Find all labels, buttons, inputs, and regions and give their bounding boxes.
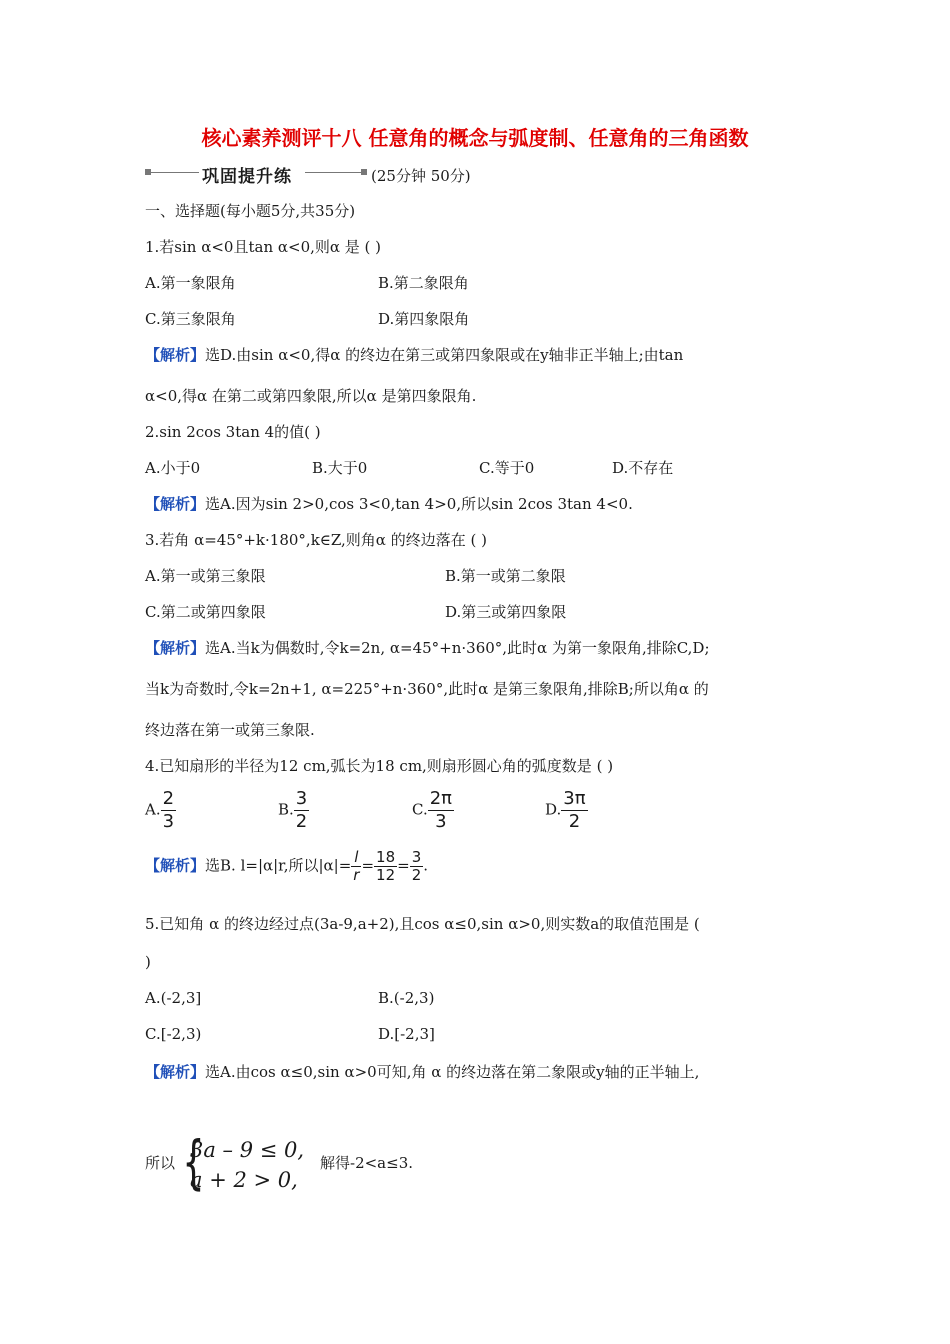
section-dot-right (361, 169, 367, 175)
q2-option-a: A.小于0 (145, 459, 201, 477)
q1-stem: 1.若sin α<0且tan α<0,则α 是 ( ) (145, 238, 382, 256)
q5-sys-post: 解得-2<a≤3. (320, 1154, 414, 1172)
q1-exp2: α<0,得α 在第二或第四象限,所以α 是第四象限角. (145, 387, 477, 405)
q4-d-prefix: D. (545, 800, 562, 819)
section-header (145, 162, 645, 187)
q4-a-fraction (161, 788, 176, 833)
q4-c-num: 2π (429, 788, 453, 809)
q5-option-a: A.(-2,3] (145, 989, 202, 1007)
q2-option-c: C.等于0 (479, 459, 535, 477)
left-brace-icon: { (182, 1128, 205, 1196)
q5-option-b: B.(-2,3) (378, 989, 435, 1007)
q4-b-fraction (294, 788, 309, 833)
section-line-right (305, 172, 363, 173)
q4-option-c (412, 788, 454, 833)
q3-exp1: 选A.当k为偶数时,令k=2n, α=45°+n·360°,此时α 为第一象限角,排除C,D; (205, 639, 710, 657)
q5-exp1: 选A.由cos α≤0,sin α>0可知,角 α 的终边落在第二象限或y轴的正半轴上, (205, 1063, 700, 1081)
section-line-left (151, 172, 199, 173)
q5-analysis-tag: 【解析】 (145, 1063, 206, 1081)
q1-option-b: B.第二象限角 (378, 274, 469, 292)
q4-frac-18-12-den: 12 (376, 866, 396, 884)
q4-c-fraction (428, 788, 454, 833)
q1-option-d: D.第四象限角 (378, 310, 470, 328)
q4-c-prefix: C. (412, 800, 428, 819)
q4-frac-lr-den: r (353, 866, 360, 884)
q2-analysis-tag: 【解析】 (145, 495, 206, 513)
q5-sys-line1: 3a – 9 ≤ 0, (190, 1138, 305, 1162)
q4-b-num: 3 (295, 788, 308, 809)
q3-exp3: 终边落在第一或第三象限. (145, 721, 315, 739)
q5-stem-line2: ) (145, 953, 151, 971)
q1-explanation-line1 (145, 344, 683, 365)
q4-frac-3-2-num: 3 (411, 848, 422, 866)
section-label: 巩固提升练 (202, 167, 292, 187)
q4-eq2: = (397, 856, 410, 875)
q4-b-prefix: B. (278, 800, 294, 819)
q2-option-d: D.不存在 (612, 459, 674, 477)
q4-d-fraction (561, 788, 587, 833)
q3-exp2: 当k为奇数时,令k=2n+1, α=225°+n·360°,此时α 是第三象限角,排除B;所以角α 的 (145, 680, 709, 698)
q4-d-den: 2 (568, 811, 581, 832)
q5-option-c: C.[-2,3) (145, 1025, 202, 1043)
q4-option-d (545, 788, 588, 833)
q2-option-b: B.大于0 (312, 459, 368, 477)
q4-frac-3-2 (410, 849, 424, 884)
q4-a-num: 2 (162, 788, 175, 809)
q5-sys-pre: 所以 (145, 1154, 176, 1172)
q3-option-d: D.第三或第四象限 (445, 603, 567, 621)
q4-frac-3-2-den: 2 (411, 866, 422, 884)
q1-analysis-tag: 【解析】 (145, 346, 206, 364)
q3-stem: 3.若角 α=45°+k·180°,k∈Z,则角α 的终边落在 ( ) (145, 531, 487, 549)
q3-option-b: B.第一或第二象限 (445, 567, 566, 585)
q4-d-num: 3π (563, 788, 586, 809)
section-note: (25分钟 50分) (371, 167, 471, 185)
q3-analysis-tag: 【解析】 (145, 639, 206, 657)
q4-stem: 4.已知扇形的半径为12 cm,弧长为18 cm,则扇形圆心角的弧度数是 ( ) (145, 757, 614, 775)
part-heading: 一、选择题(每小题5分,共35分) (145, 202, 356, 220)
page-title: 核心素养测评十八 任意角的概念与弧度制、任意角的三角函数 (201, 126, 749, 150)
q4-frac-18-12-num: 18 (376, 848, 396, 866)
q3-option-c: C.第二或第四象限 (145, 603, 266, 621)
q4-option-b (278, 788, 309, 833)
q4-exp-pre: 选B. l=|α|r,所以|α|= (205, 856, 352, 875)
q3-option-a: A.第一或第三象限 (145, 567, 266, 585)
q1-option-c: C.第三象限角 (145, 310, 236, 328)
q4-frac-18-12 (374, 849, 397, 884)
q4-eq1: = (361, 856, 375, 875)
q2-exp1: 选A.因为sin 2>0,cos 3<0,tan 4>0,所以sin 2cos 3tan 4<0. (205, 495, 633, 513)
q1-option-a: A.第一象限角 (145, 274, 236, 292)
q2-stem: 2.sin 2cos 3tan 4的值( ) (145, 423, 321, 441)
q2-explanation (145, 493, 633, 514)
q4-option-a (145, 788, 176, 833)
q1-exp1: 选D.由sin α<0,得α 的终边在第三或第四象限或在y轴非正半轴上;由tan (205, 346, 684, 364)
q4-explanation: 【解析】选B. l=|α|r,所以|α|= $\frac{l}{r}$ = $\frac{18}{12}$ = $\frac{3}{2}$ . (145, 848, 429, 884)
q4-a-prefix: A. (145, 800, 161, 819)
q4-b-den: 2 (295, 811, 308, 832)
q4-frac-lr (351, 849, 361, 884)
q5-explanation (145, 1061, 699, 1082)
q3-explanation-line1 (145, 637, 710, 658)
q4-c-den: 3 (435, 811, 447, 832)
q4-a-den: 3 (162, 811, 175, 832)
q5-option-d: D.[-2,3] (378, 1025, 435, 1043)
q5-stem-line1: 5.已知角 α 的终边经过点(3a-9,a+2),且cos α≤0,sin α>0,则实数a的取值范围是 ( (145, 915, 700, 933)
q4-frac-lr-num: l (351, 849, 361, 867)
q5-sys-line2: a + 2 > 0, (190, 1168, 298, 1192)
q4-analysis-tag: 【解析】 (145, 856, 206, 875)
